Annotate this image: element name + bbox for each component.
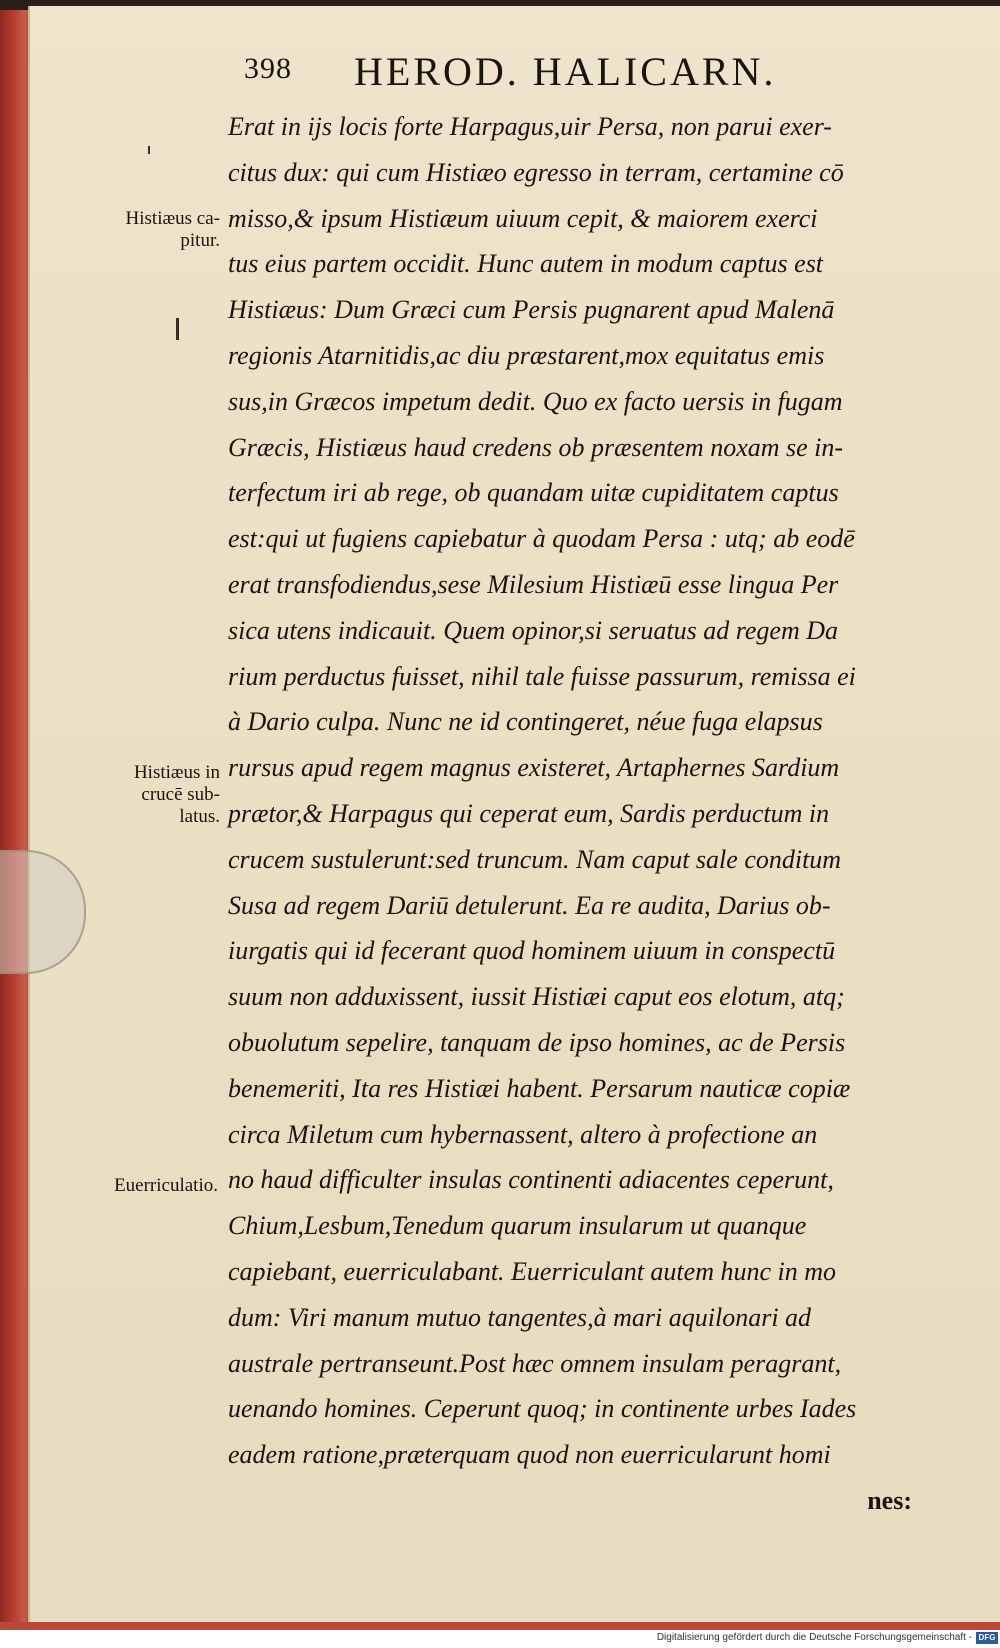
text-line: rium perductus fuisset, nihil tale fuisse passurum, remissa ei: [228, 661, 856, 691]
margin-note-captured: [70, 208, 220, 252]
text-line: Susa ad regem Dariū detulerunt. Ea re audita, Darius ob-: [228, 890, 831, 920]
text-line: obuolutum sepelire, tanquam de ipso homines, ac de Persis: [228, 1027, 846, 1057]
main-text-block: [228, 104, 958, 1524]
text-line: benemeriti, Ita res Histiæi habent. Persarum nauticæ copiæ: [228, 1073, 851, 1103]
page-bottom-edge: [0, 1622, 1000, 1630]
dfg-logo: DFG: [976, 1632, 998, 1644]
text-line: circa Miletum cum hybernassent, altero à profectione an: [228, 1119, 818, 1149]
running-title: HEROD. HALICARN.: [354, 49, 777, 94]
margin-note-line: Histiæus in: [133, 762, 220, 783]
margin-note-line: Histiæus ca-: [125, 208, 220, 229]
funding-credit: Digitalisierung gefördert durch die Deutsche Forschungsgemeinschaft -: [656, 1632, 972, 1643]
text-line: prætor,& Harpagus qui ceperat eum, Sardis perductum in: [228, 798, 830, 828]
text-line: no haud difficulter insulas continenti adiacentes ceperunt,: [228, 1165, 834, 1195]
page-number: 398: [244, 52, 292, 85]
ink-mark: [176, 318, 179, 340]
text-line: rursus apud regem magnus existeret, Artaphernes Sardium: [228, 753, 840, 783]
text-line: Erat in ijs locis forte Harpagus,uir Persa, non parui exer-: [228, 112, 832, 141]
margin-note-line: latus.: [179, 806, 220, 827]
text-line: tus eius partem occidit. Hunc autem in modum captus est: [228, 249, 824, 279]
ink-mark: [148, 146, 150, 154]
text-line: regionis Atarnitidis,ac diu præstarent,mox equitatus emis: [228, 340, 825, 370]
text-line: Histiæus: Dum Græci cum Persis pugnarent apud Malenā: [228, 295, 835, 325]
margin-note-line: Euerriculatio.: [114, 1175, 218, 1196]
text-line: terfectum iri ab rege, ob quandam uitæ cupiditatem captus: [228, 478, 839, 508]
text-line: uenando homines. Ceperunt quoq; in continente urbes Iades: [228, 1394, 857, 1424]
text-line: eadem ratione,præterquam quod non euerricularunt homi: [228, 1440, 831, 1470]
text-line: capiebant, euerriculabant. Euerriculant autem hunc in mo: [228, 1256, 837, 1286]
margin-note-crucified: [70, 762, 220, 828]
text-line: misso,& ipsum Histiæum uiuum cepit, & maiorem exerci: [228, 203, 818, 233]
margin-note-line: crucē sub-: [141, 784, 220, 805]
text-line: sica utens indicauit. Quem opinor,si seruatus ad regem Da: [228, 615, 838, 645]
text-line: iurgatis qui id fecerant quod hominem uiuum in conspectū: [228, 936, 836, 966]
text-line: australe pertranseunt.Post hæc omnem insulam peragrant,: [228, 1348, 842, 1378]
catchword: nes:: [867, 1485, 912, 1515]
text-line: erat transfodiendus,sese Milesium Histiæū esse lingua Per: [228, 569, 839, 599]
text-line: Græcis, Histiæus haud credens ob præsentem noxam se in-: [228, 432, 844, 462]
margin-note-euerriculatio: [40, 1175, 218, 1197]
text-line: Chium,Lesbum,Tenedum quarum insularum ut quanque: [228, 1211, 807, 1241]
text-line: sus,in Græcos impetum dedit. Quo ex facto uersis in fugam: [228, 386, 843, 416]
margin-note-line: pitur.: [180, 230, 220, 251]
text-line: à Dario culpa. Nunc ne id contingeret, néue fuga elapsus: [228, 707, 823, 737]
text-line: citus dux: qui cum Histiæo egresso in terram, certamine cō: [228, 157, 844, 187]
text-line: est:qui ut fugiens capiebatur à quodam Persa : utq; ab eodē: [228, 524, 855, 554]
text-line: dum: Viri manum mutuo tangentes,à mari aquilonari ad: [228, 1302, 812, 1332]
text-line: suum non adduxissent, iussit Histiæi caput eos elotum, atq;: [228, 982, 845, 1012]
text-line: crucem sustulerunt:sed truncum. Nam caput sale conditum: [228, 844, 842, 874]
